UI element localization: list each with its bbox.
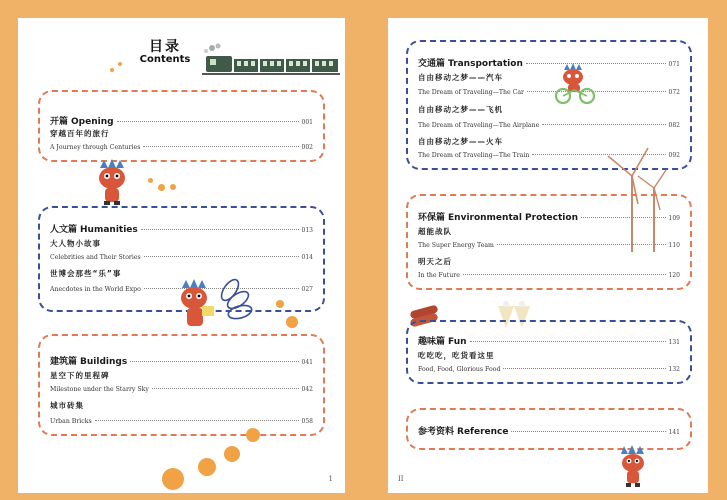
section-title-row[interactable]	[408, 424, 690, 437]
mascot-illustration	[178, 276, 258, 334]
section-title-row[interactable]	[40, 222, 323, 235]
page-number: 071	[668, 61, 680, 68]
section-title-cn: 人文篇	[50, 225, 78, 235]
section-title-en: Transportation	[448, 59, 523, 69]
right-page	[388, 18, 708, 493]
section-title-cn: 开篇	[50, 117, 69, 127]
section-buildings	[38, 334, 325, 436]
mascot-illustration	[616, 444, 650, 490]
section-title-en: Reference	[457, 427, 509, 437]
section-title-cn: 交通篇	[418, 59, 446, 69]
entry-en: Food, Food, Glorious Food	[418, 366, 501, 373]
section-title-en: Buildings	[80, 357, 128, 367]
decor-dot	[198, 458, 216, 476]
page-number: 002	[301, 144, 313, 151]
decor-dot	[246, 428, 260, 442]
entry-row[interactable]	[40, 386, 323, 393]
decor-dot	[110, 68, 114, 72]
page-number: 110	[668, 242, 680, 249]
left-page	[18, 18, 345, 493]
entry-cn: 穿越百年的旅行	[50, 129, 110, 138]
section-title-row[interactable]	[408, 210, 690, 223]
cycling-mascot-illustration	[554, 62, 596, 106]
page-number: 082	[668, 122, 680, 129]
page-number: 001	[301, 119, 313, 126]
header-title-en: Contents	[139, 54, 191, 65]
entry-en: The Dream of Traveling—The Train	[418, 152, 530, 159]
entry-en: In the Future	[418, 272, 460, 279]
mascot-illustration	[92, 158, 132, 208]
entry-row[interactable]	[408, 89, 690, 96]
section-title-en: Humanities	[80, 225, 138, 235]
page-number: 109	[668, 215, 680, 222]
decor-dot	[118, 62, 122, 66]
entry-row[interactable]	[40, 144, 323, 151]
entry-cn: 吃吃吃，吃货看这里	[418, 351, 495, 360]
entry-row[interactable]	[40, 418, 323, 425]
entry-en: Celebrities and Their Stories	[50, 254, 141, 261]
section-environment	[406, 194, 692, 290]
page-number: 141	[668, 429, 680, 436]
page-number: 014	[301, 254, 313, 261]
section-title-en: Fun	[448, 337, 467, 347]
page-number: 132	[668, 366, 680, 373]
entry-en: Milestone under the Starry Sky	[50, 386, 149, 393]
decor-dot	[162, 468, 184, 490]
entry-en: A Journey through Centuries	[50, 144, 141, 151]
entry-row[interactable]	[408, 366, 690, 373]
section-title-en: Environmental Protection	[448, 213, 578, 223]
page-number: 042	[301, 386, 313, 393]
section-title-row[interactable]	[40, 114, 323, 127]
decor-dot	[286, 316, 298, 328]
section-title-row[interactable]	[40, 354, 323, 367]
page-number: 092	[668, 152, 680, 159]
decor-dot	[148, 178, 153, 183]
page-number: 072	[668, 89, 680, 96]
section-opening	[38, 90, 325, 162]
section-title-cn: 环保篇	[418, 213, 446, 223]
section-fun	[406, 320, 692, 384]
entry-cn: 自由移动之梦——汽车	[418, 73, 503, 82]
entry-cn: 自由移动之梦——飞机	[418, 105, 503, 114]
entry-en: The Dream of Traveling—The Car	[418, 89, 524, 96]
decor-dot	[276, 300, 284, 308]
entry-en: Anecdotes in the World Expo	[50, 286, 141, 293]
train-illustration	[198, 42, 343, 82]
section-title-cn: 建筑篇	[50, 357, 78, 367]
page-number-footer: 1	[328, 475, 333, 483]
entry-row[interactable]	[408, 272, 690, 279]
section-title-cn: 趣味篇	[418, 337, 446, 347]
entry-cn: 超能战队	[418, 227, 452, 236]
section-title-row[interactable]	[408, 56, 690, 69]
section-title-row[interactable]	[408, 334, 690, 347]
decor-dot	[158, 184, 165, 191]
decor-dot	[170, 184, 176, 190]
entry-row[interactable]	[408, 122, 690, 129]
section-title-cn: 参考资料	[418, 427, 455, 437]
entry-cn: 大人物小故事	[50, 239, 101, 248]
page-number: 027	[301, 286, 313, 293]
decor-dot	[224, 446, 240, 462]
entry-cn: 明天之后	[418, 257, 452, 266]
entry-cn: 自由移动之梦——火车	[418, 137, 503, 146]
entry-en: Urban Bricks	[50, 418, 92, 425]
contents-header	[130, 36, 200, 65]
entry-cn: 星空下的里程碑	[50, 371, 110, 380]
entry-cn: 世博会那些“乐”事	[50, 269, 122, 278]
section-title-en: Opening	[71, 117, 114, 127]
entry-cn: 城市砖集	[50, 401, 84, 410]
page-number: 013	[301, 227, 313, 234]
page-number: 041	[301, 359, 313, 366]
entry-row[interactable]	[40, 254, 323, 261]
page-number: 131	[668, 339, 680, 346]
header-title-cn: 目录	[149, 39, 181, 55]
page-number: 120	[668, 272, 680, 279]
page-number: 058	[301, 418, 313, 425]
page-number-footer: II	[398, 475, 404, 483]
entry-en: The Super Energy Team	[418, 242, 494, 249]
entry-en: The Dream of Traveling—The Airplane	[418, 122, 540, 129]
entry-row[interactable]	[408, 242, 690, 249]
